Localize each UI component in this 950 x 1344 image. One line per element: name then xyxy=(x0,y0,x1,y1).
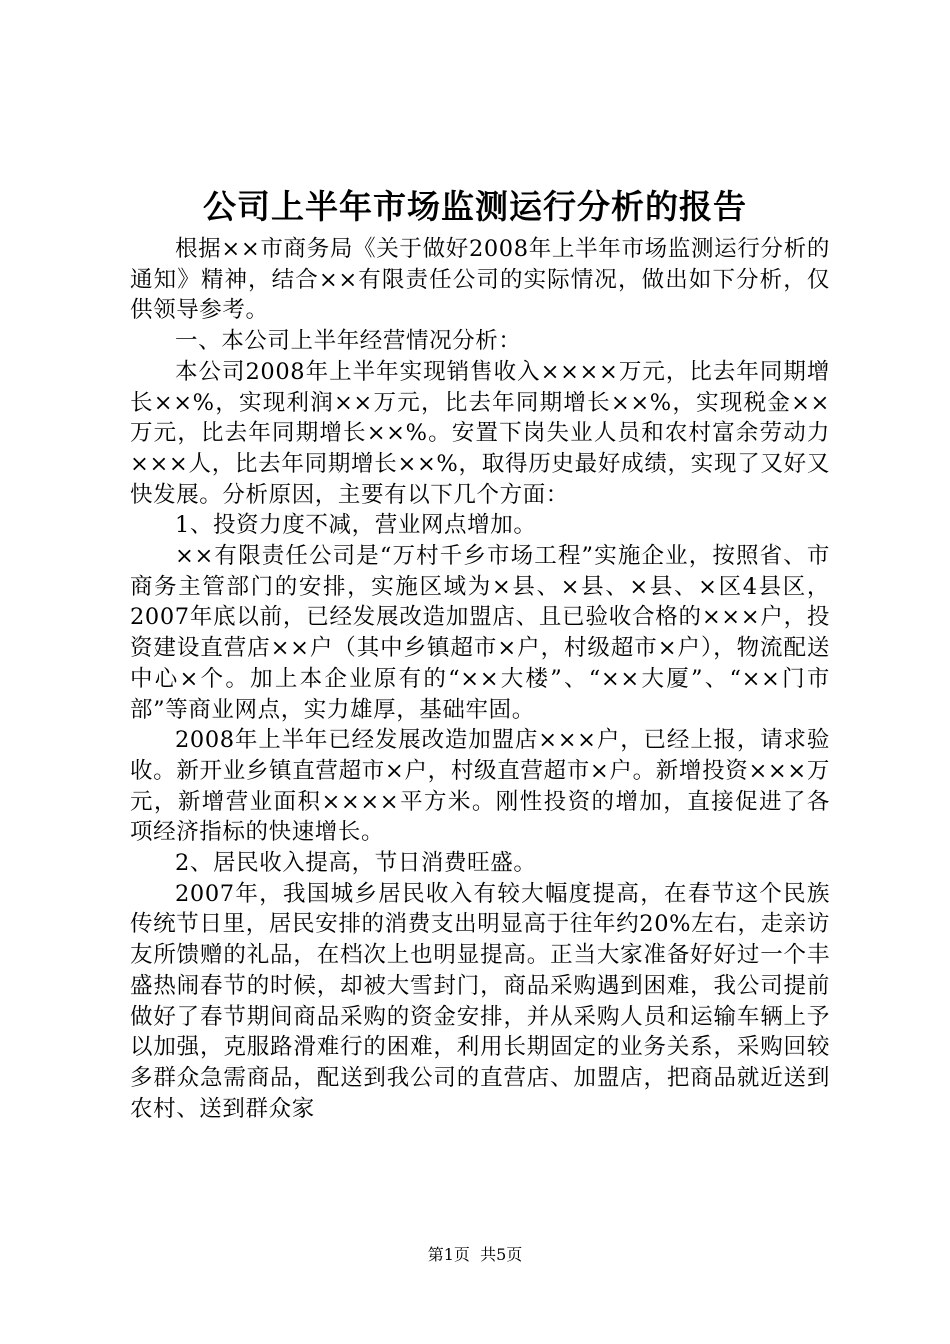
page-footer xyxy=(0,1244,950,1266)
document-body xyxy=(130,234,830,1124)
paragraph-network: ××有限责任公司是“万村千乡市场工程”实施企业，按照省、市商务主管部门的安排，实施区域为×县、×县、×县、×区4县区，2007年底以前，已经发展改造加盟店、且已验收合格的×××户，投资建设直营店××户（其中乡镇超市×户，村级超市×户），物流配送中心×个。加上本企业原有的“××大楼”、“××大厦”、“××门市部”等商业网点，实力雄厚，基础牢固。 xyxy=(130,543,830,723)
section-heading-1: 一、本公司上半年经营情况分析： xyxy=(175,328,522,355)
paragraph-consumption: 2007年，我国城乡居民收入有较大幅度提高，在春节这个民族传统节日里，居民安排的消费支出明显高于往年约20%左右，走亲访友所馈赠的礼品，在档次上也明显提高。正当大家准备好好过一个丰盛热闹春节的时候，却被大雪封门，商品采购遇到困难，我公司提前做好了春节期间商品采购的资金安排，并从采购人员和运输车辆上予以加强，克服路滑难行的困难，利用长期固定的业务关系，采购回较多群众急需商品，配送到我公司的直营店、加盟店，把商品就近送到农村、送到群众家 xyxy=(130,880,830,1122)
paragraph-performance: 本公司2008年上半年实现销售收入××××万元，比去年同期增长××%，实现利润××万元，比去年同期增长××%，实现税金××万元，比去年同期增长××%。安置下岗失业人员和农村富余劳动力×××人，比去年同期增长××%，取得历史最好成绩，实现了又好又快发展。分析原因，主要有以下几个方面： xyxy=(130,358,830,508)
subheading-2: 2、居民收入提高，节日消费旺盛。 xyxy=(175,850,537,877)
paragraph-2008-expansion: 2008年上半年已经发展改造加盟店×××户，已经上报，请求验收。新开业乡镇直营超市×户，村级直营超市×户。新增投资×××万元，新增营业面积××××平方米。刚性投资的增加，直接促进了各项经济指标的快速增长。 xyxy=(130,727,830,846)
page-number-label: 第1页 共5页 xyxy=(427,1245,523,1264)
paragraph-intro: 根据××市商务局《关于做好2008年上半年市场监测运行分析的通知》精神，结合××有限责任公司的实际情况，做出如下分析，仅供领导参考。 xyxy=(130,236,830,324)
subheading-1: 1、投资力度不减，营业网点增加。 xyxy=(175,512,537,539)
document-title: 公司上半年市场监测运行分析的报告 xyxy=(203,187,747,226)
